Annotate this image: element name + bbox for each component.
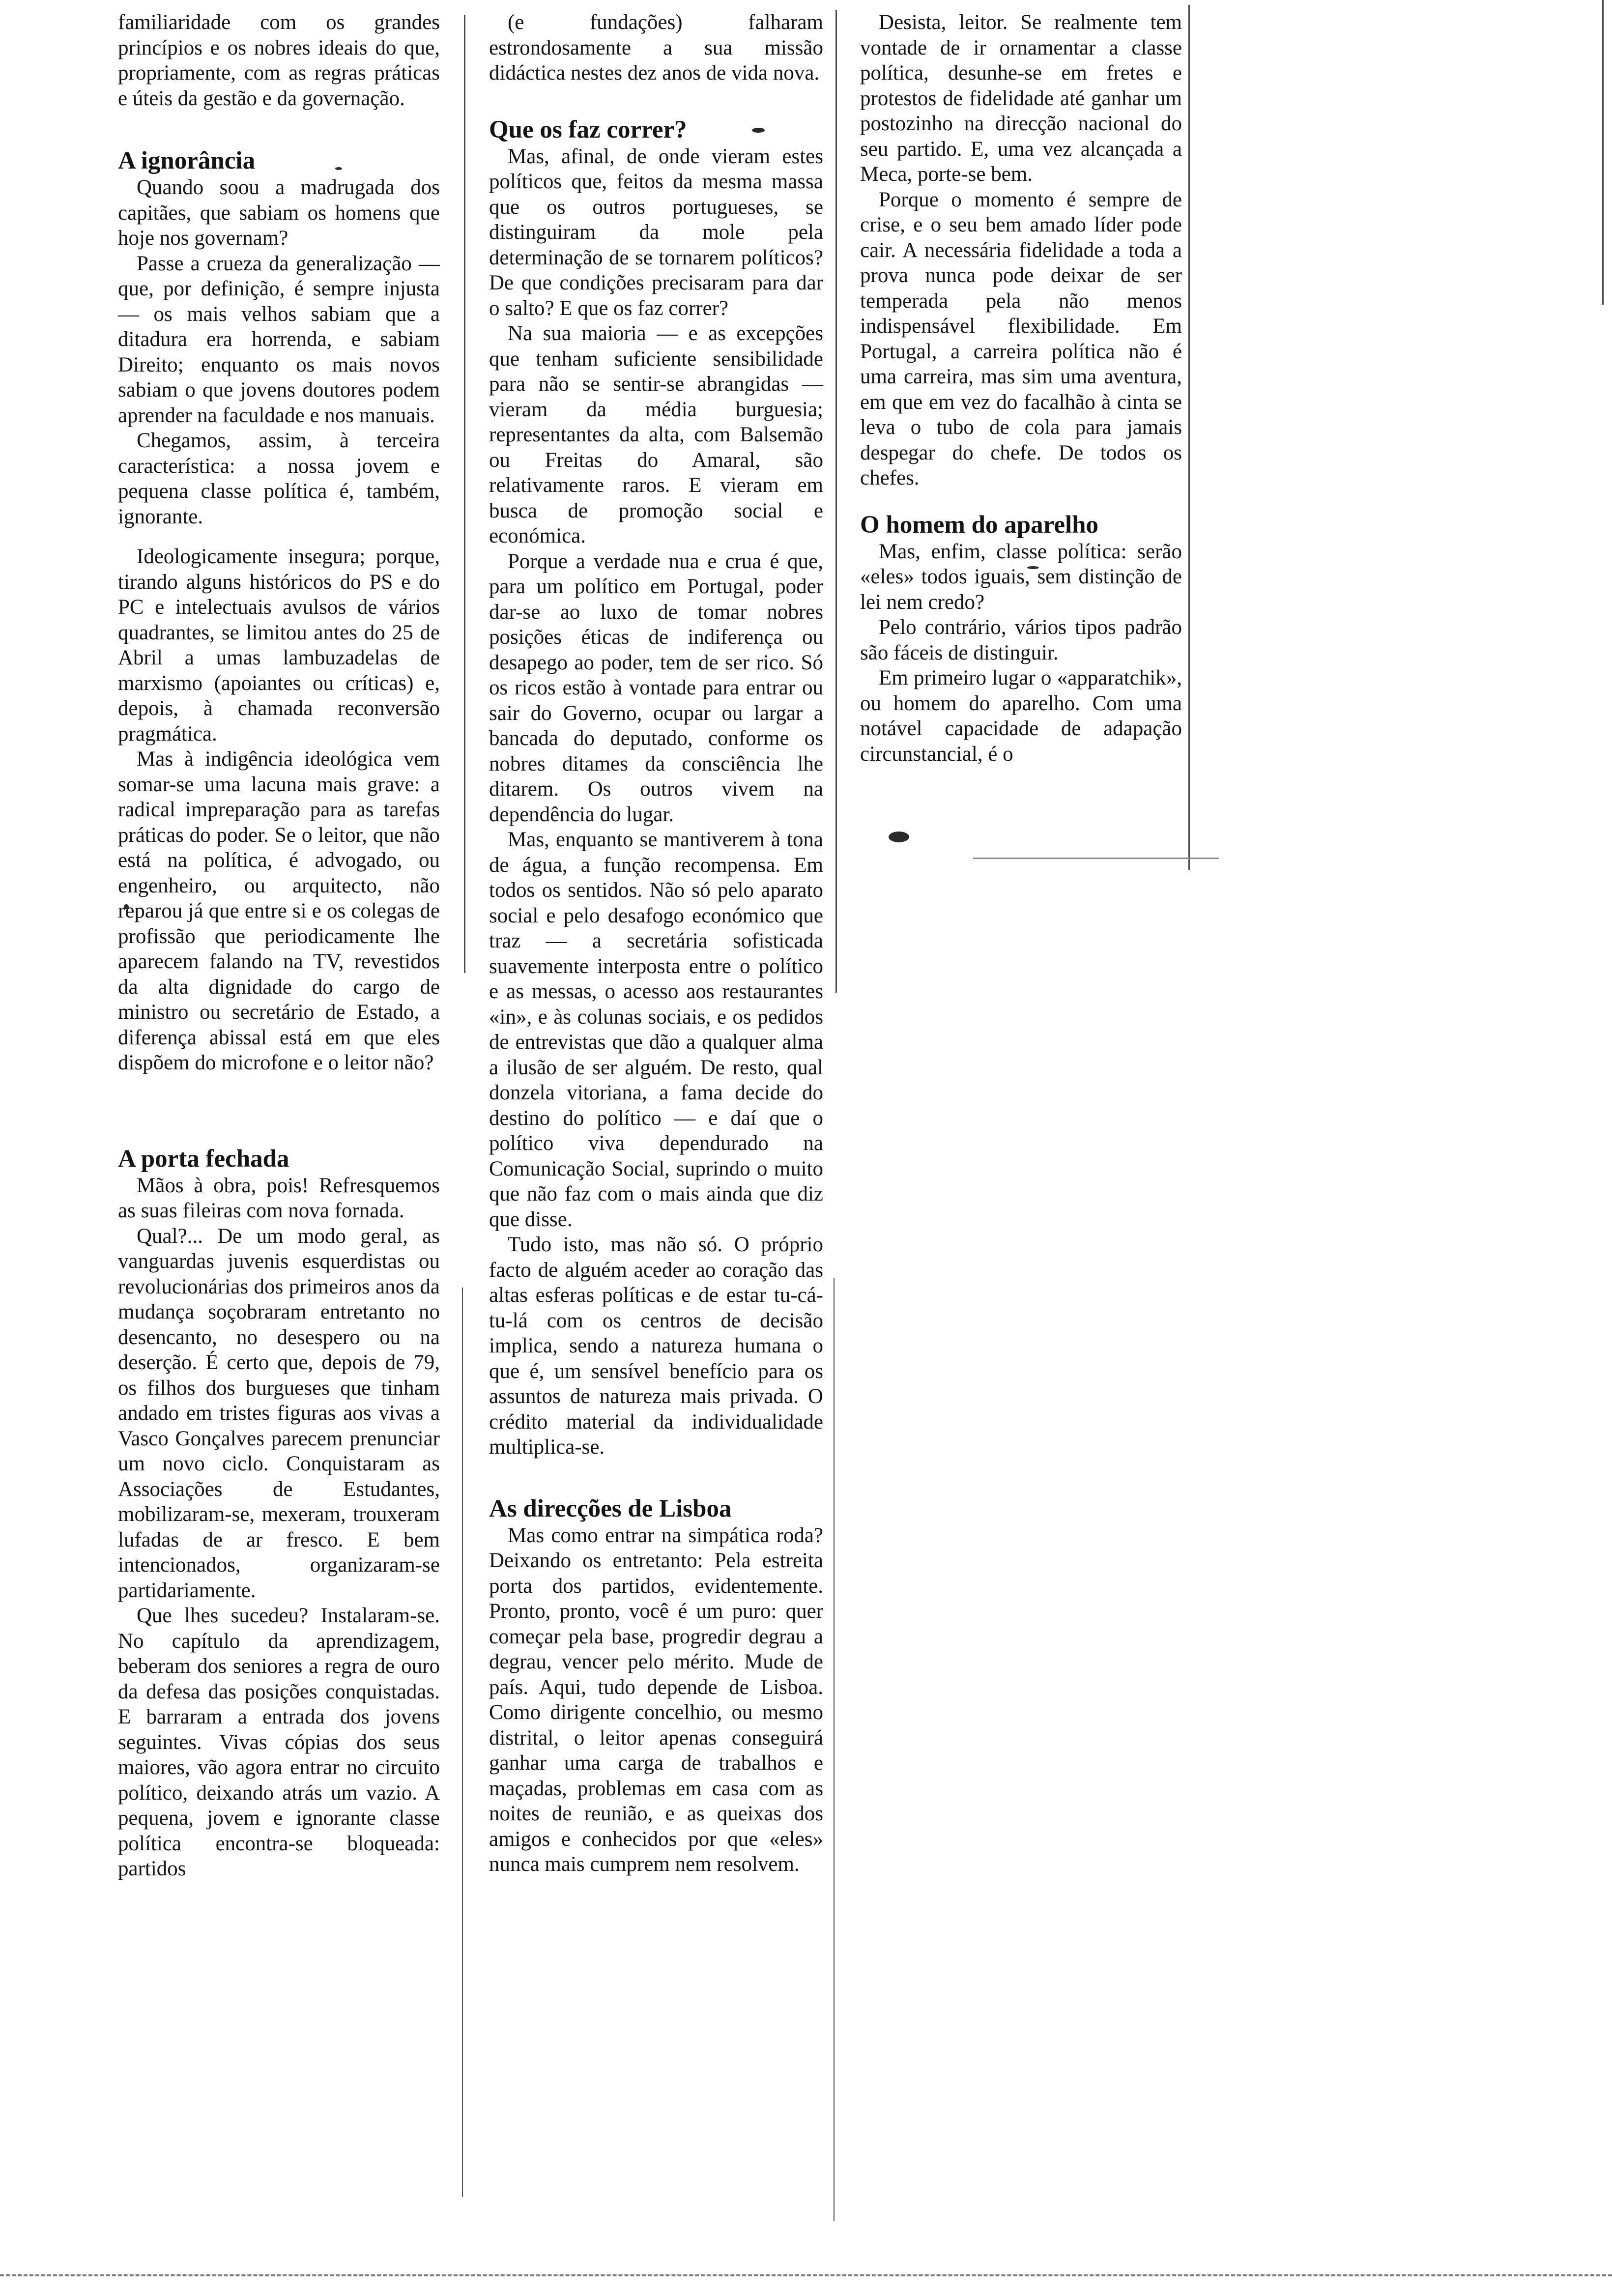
body-paragraph: Mas, enquanto se mantiverem à tona de água, a função recompensa. Em todos os sentidos. Não só pelo aparato social e pelo desafogo económico que traz — a secretária sofisticada suavemente interposta entre o político e as messas, o acesso aos restaurantes «in», e às colunas sociais, e os pedidos de entrevistas que dão a qualquer alma a ilusão de ser alguém. De resto, qual donzela vitoriana, a fama decide do destino do político — e daí que o político viva dependurado na Comunicação Social, suprindo o muito que não faz com o mais ainda que diz que disse. [489,828,823,1231]
column-rule-2 [835,10,837,993]
print-speck [889,832,909,842]
column-rule-right-edge [1602,0,1604,305]
column-rule-1 [464,15,465,973]
section-heading-direccoes-de-lisboa: As direcções de Lisboa [489,1494,732,1522]
column-rule-2-lower [834,1278,835,2221]
body-paragraph: Mãos à obra, pois! Refresquemos as suas fileiras com nova fornada. [118,1174,440,1222]
body-paragraph: Na sua maioria — e as excepções que tenham suficiente sensibilidade para não se sentir-se abrangidas — vieram da média burguesia; representantes da alta, com Balsemão ou Freitas do Amaral, são relativamente raros. E vieram em busca de promoção social e económica. [489,322,823,547]
body-paragraph: Chegamos, assim, à terceira característica: a nossa jovem e pequena classe política é, também, ignorante. [118,429,440,528]
body-paragraph: Desista, leitor. Se realmente tem vontade de ir ornamentar a classe política, desunhe-se em fretes e protestos de fidelidade até ganhar um postozinho na direcção nacional do seu partido. E, uma vez alcançada a Meca, porte-se bem. [860,11,1182,186]
body-paragraph: Mas à indigência ideológica vem somar-se uma lacuna mais grave: a radical impreparação para as tarefas práticas do poder. Se o leitor, que não está na política, é advogado, ou engenheiro, ou arquitecto, não reparou já que entre si e os colegas de profissão que periodicamente lhe aparecem falando na TV, revestidos da alta dignidade do cargo de ministro ou secretário de Estado, a diferença abissal está em que eles dispõem do microfone e o leitor não? [118,747,440,1074]
body-paragraph: (e fundações) falharam estrondosamente a sua missão didáctica nestes dez anos de vida nova. [489,11,823,85]
article-column-3 [860,10,1182,767]
body-paragraph: familiaridade com os grandes princípios e os nobres ideais do que, propriamente, com as regras práticas e úteis da gestão e da governação. [118,11,440,110]
body-paragraph: Mas, afinal, de onde vieram estes políticos que, feitos da mesma massa que os outros portugueses, se distinguiram da mole pela determinação de se tornarem políticos? De que condições precisaram para dar o salto? E que os faz correr? [489,144,823,320]
body-paragraph: Pelo contrário, vários tipos padrão são fáceis de distinguir. [860,616,1182,664]
body-paragraph: Em primeiro lugar o «apparatchik», ou homem do aparelho. Com uma notável capacidade de adapação circunstancial, é o [860,666,1182,766]
section-heading-ignorancia: A ignorância [118,147,256,174]
section-heading-porta-fechada: A porta fechada [118,1145,289,1173]
body-paragraph: Porque o momento é sempre de crise, e o seu bem amado líder pode cair. A necessária fidelidade a toda a prova nunca pode deixar de ser temperada pela não menos indispensável flexibilidade. Em Portugal, a carreira política não é uma carreira, mas sim uma aventura, em que em vez do facalhão à cinta se leva o tubo de cola para jamais despegar do chefe. De todos os chefes. [860,188,1182,489]
body-paragraph: Qual?... De um modo geral, as vanguardas juvenis esquerdistas ou revolucionárias dos primeiros anos da mudança soçobraram entretanto no desencanto, no desespero ou na deserção. É certo que, depois de 79, os filhos dos burgueses que tinham andado em tristes figuras aos vivas a Vasco Gonçalves parecem prenunciar um novo ciclo. Conquistaram as Associações de Estudantes, mobilizaram-se, mexeram, trouxeram lufadas de ar fresco. E bem intencionados, organizaram-se partidariamente. [118,1224,440,1602]
body-paragraph: Porque a verdade nua e crua é que, para um político em Portugal, poder dar-se ao luxo de tomar nobres posições éticas de indiferença ou desapego ao poder, tem de ser rico. Só os ricos estão à vontade para entrar ou sair do Governo, ocupar ou largar a bancada do deputado, conforme os nobres ditames da consciência lhe ditarem. Os outros vivem na dependência do lugar. [489,549,823,826]
section-heading-homem-do-aparelho: O homem do aparelho [860,511,1098,539]
article-column-2 [489,10,823,1877]
body-paragraph: Tudo isto, mas não só. O próprio facto de alguém aceder ao coração das altas esferas políticas e de estar tu-cá-tu-lá com os centros de decisão implica, sendo a natureza humana o que é, um sensível benefício para os assuntos de natureza mais privada. O crédito material da individualidade multiplica-se. [489,1233,823,1459]
body-paragraph: Passe a crueza da generalização — que, por definição, é sempre injusta — os mais velhos sabiam que a ditadura era horrenda, e sabiam Direito; enquanto os mais novos sabiam o que jovens doutores podem aprender na faculdade e nos manuais. [118,252,440,427]
section-heading-que-os-faz-correr: Que os faz correr? [489,115,687,144]
print-speck [973,858,1219,859]
article-column-1 [118,10,440,1882]
body-paragraph: Mas como entrar na simpática roda? Deixando os entretanto: Pela estreita porta dos partidos, evidentemente. Pronto, pronto, você é um puro: quer começar pela base, progredir degrau a degrau, vencer pelo mérito. Mude de país. Aqui, tudo depende de Lisboa. Como dirigente concelhio, ou mesmo distrital, o leitor apenas conseguirá ganhar uma carga de trabalhos e maçadas, problemas em casa com as noites de reunião, e as queixas dos amigos e conhecidos por que «eles» nunca mais cumprem nem resolvem. [489,1523,823,1876]
column-rule-3 [1188,5,1190,870]
page-bottom-edge [0,2274,1612,2276]
column-rule-1-lower [462,1288,463,2197]
body-paragraph: Quando soou a madrugada dos capitães, que sabiam os homens que hoje nos governam? [118,176,440,250]
body-paragraph: Ideologicamente insegura; porque, tirando alguns históricos do PS e do PC e intelectuais avulsos de vários quadrantes, se limitou antes do 25 de Abril a umas lambuzadelas de marxismo (apoiantes ou críticas) e, depois, à chamada reconversão pragmática. [118,545,440,746]
body-paragraph: Mas, enfim, classe política: serão «eles» todos iguais, sem distinção de lei nem credo? [860,540,1182,614]
body-paragraph: Que lhes sucedeu? Instalaram-se. No capítulo da aprendizagem, beberam dos seniores a regra de ouro da defesa das posições conquistadas. E barraram a entrada dos jovens seguintes. Vivas cópias dos seus maiores, vão agora entrar no circuito político, deixando atrás um vazio. A pequena, jovem e ignorante classe política encontra-se bloqueada: partidos [118,1604,440,1880]
